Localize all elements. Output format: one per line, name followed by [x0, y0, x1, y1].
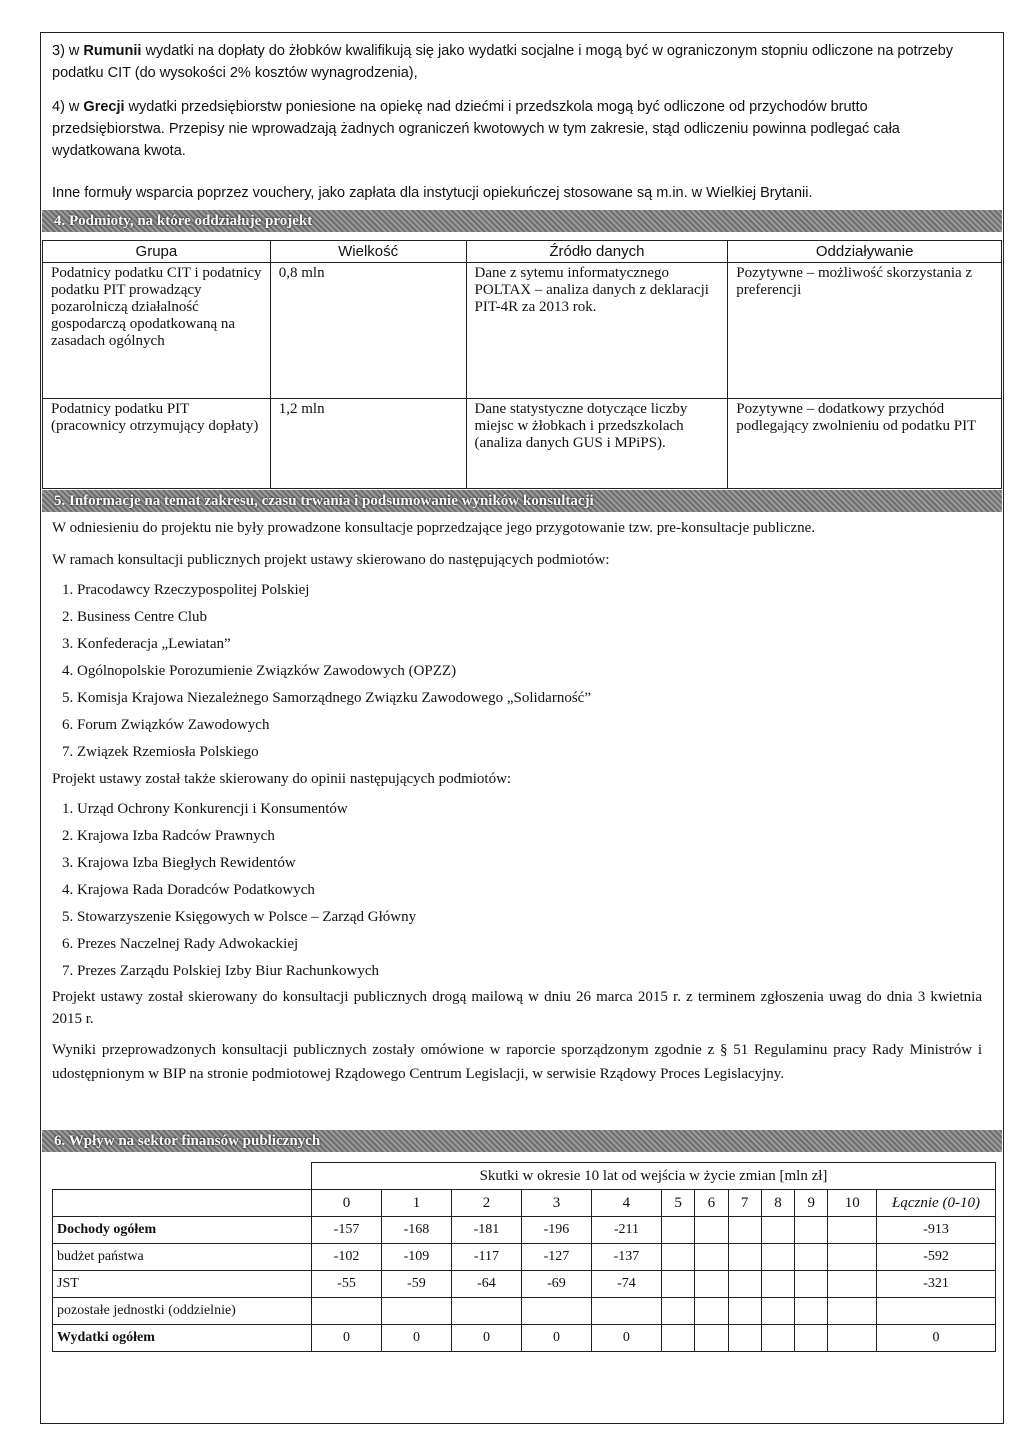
table-row [53, 1271, 996, 1298]
list-item: 3. Konfederacja „Lewiatan” [62, 636, 231, 652]
row-label: budżet państwa [53, 1244, 312, 1271]
value-cell [695, 1325, 728, 1352]
total-cell: 0 [877, 1325, 996, 1352]
table-header-row [43, 241, 1002, 263]
intro-p1-prefix: 3) w [52, 43, 84, 59]
value-cell [761, 1325, 794, 1352]
list-item: 2. Business Centre Club [62, 609, 207, 625]
opinion-list [52, 797, 982, 986]
year-header-1: 1 [381, 1190, 451, 1217]
total-cell: -321 [877, 1271, 996, 1298]
value-cell [761, 1298, 794, 1325]
value-cell [661, 1217, 694, 1244]
value-cell [451, 1298, 521, 1325]
section-5-title: 5. Informacje na temat zakresu, czasu trwania i podsumowanie wyników konsultacji [54, 493, 594, 509]
list-item: 1. Urząd Ochrony Konkurencji i Konsumentów [62, 801, 348, 817]
value-cell [728, 1217, 761, 1244]
value-cell: -69 [521, 1271, 591, 1298]
year-header-9: 9 [795, 1190, 828, 1217]
value-cell [661, 1244, 694, 1271]
cell-source: Dane z sytemu informatycznego POLTAX – analiza danych z deklaracji PIT-4R za 2013 rok. [466, 263, 728, 399]
table-row [43, 263, 1002, 399]
table-row [53, 1217, 996, 1244]
value-cell: 0 [521, 1325, 591, 1352]
consultation-date-note: Projekt ustawy został skierowany do konsultacji publicznych drogą mailową w dniu 26 marca 2015 r. z terminem zgłoszenia uwag do dnia 3 kwietnia 2015 r. [52, 989, 982, 1027]
section-4-header [42, 210, 1002, 232]
cell-source: Dane statystyczne dotyczące liczby miejsc w żłobkach i przedszkolach (analiza danych GUS i MPiPS). [466, 399, 728, 489]
value-cell [695, 1244, 728, 1271]
row-label: Dochody ogółem [53, 1217, 312, 1244]
value-cell: -168 [381, 1217, 451, 1244]
value-cell [728, 1298, 761, 1325]
year-header-4: 4 [591, 1190, 661, 1217]
consultation-list [52, 578, 982, 767]
value-cell [795, 1217, 828, 1244]
intro-p2-prefix: 4) w [52, 99, 84, 115]
value-cell [695, 1217, 728, 1244]
section-6-header [42, 1130, 1002, 1152]
value-cell [521, 1298, 591, 1325]
header-impact: Oddziaływanie [728, 241, 1002, 263]
cell-size: 1,2 mln [270, 399, 466, 489]
value-cell: 0 [381, 1325, 451, 1352]
value-cell: -211 [591, 1217, 661, 1244]
value-cell [761, 1271, 794, 1298]
cell-impact: Pozytywne – dodatkowy przychód podlegający zwolnieniu od podatku PIT [728, 399, 1002, 489]
public-finance-table [52, 1162, 996, 1352]
header-size: Wielkość [270, 241, 466, 263]
total-header: Łącznie (0-10) [877, 1190, 996, 1217]
year-header-10: 10 [828, 1190, 877, 1217]
value-cell [795, 1298, 828, 1325]
value-cell [761, 1244, 794, 1271]
table-caption: Skutki w okresie 10 lat od wejścia w życie zmian [mln zł] [312, 1163, 996, 1190]
value-cell: -55 [312, 1271, 382, 1298]
intro-p2-rest: wydatki przedsiębiorstw poniesione na opiekę nad dziećmi i przedszkola mogą być odliczone od przychodów brutto przedsiębiorstwa. Przepisy nie wprowadzają żadnych ograniczeń kwotowych w tym zakresie, stąd odliczeniu powinna podlegać cała wydatkowana kwota. [52, 99, 900, 159]
year-header-5: 5 [661, 1190, 694, 1217]
years-header-row [53, 1190, 996, 1217]
intro-paragraph-vouchers: Inne formuły wsparcia poprzez vouchery, jako zapłata dla instytucji opiekuńczej stosowane są m.in. w Wielkiej Brytanii. [52, 185, 813, 201]
value-cell [828, 1217, 877, 1244]
value-cell [381, 1298, 451, 1325]
value-cell [728, 1271, 761, 1298]
consultation-results-note: Wyniki przeprowadzonych konsultacji publicznych zostały omówione w raporcie sporządzonym zgodnie z § 51 Regulaminu pracy Rady Ministrów i udostępnionym w BIP na stronie podmiotowej Rządowego Centrum Legislacji, w serwisie Rządowy Proces Legislacyjny. [52, 1042, 982, 1082]
section-6-title: 6. Wpływ na sektor finansów publicznych [54, 1133, 321, 1149]
value-cell: 0 [312, 1325, 382, 1352]
value-cell: -59 [381, 1271, 451, 1298]
list-item: 6. Prezes Naczelnej Rady Adwokackiej [62, 936, 299, 952]
row-label: JST [53, 1271, 312, 1298]
value-cell: -64 [451, 1271, 521, 1298]
header-source: Źródło danych [466, 241, 728, 263]
year-header-2: 2 [451, 1190, 521, 1217]
year-header-0: 0 [312, 1190, 382, 1217]
year-header-7: 7 [728, 1190, 761, 1217]
row-label: pozostałe jednostki (oddzielnie) [53, 1298, 312, 1325]
value-cell: -117 [451, 1244, 521, 1271]
intro-paragraph-greece [52, 96, 982, 162]
total-cell: -592 [877, 1244, 996, 1271]
value-cell [728, 1325, 761, 1352]
list-item: 5. Komisja Krajowa Niezależnego Samorządnego Związku Zawodowego „Solidarność” [62, 690, 591, 706]
intro-p1-rest: wydatki na dopłaty do żłobków kwalifikują się jako wydatki socjalne i mogą być w ograniczonym stopniu odliczone na potrzeby podatku CIT (do wysokości 2% kosztów wynagrodzenia), [52, 43, 954, 81]
year-header-3: 3 [521, 1190, 591, 1217]
value-cell: -137 [591, 1244, 661, 1271]
intro-p2-bold: Grecji [83, 99, 125, 115]
list-item: 7. Prezes Zarządu Polskiej Izby Biur Rachunkowych [62, 963, 379, 979]
list-item: 5. Stowarzyszenie Księgowych w Polsce – Zarząd Główny [62, 909, 417, 925]
value-cell [695, 1271, 728, 1298]
list-item: 7. Związek Rzemiosła Polskiego [62, 744, 259, 760]
total-cell [877, 1298, 996, 1325]
value-cell [761, 1217, 794, 1244]
list-item: 3. Krajowa Izba Biegłych Rewidentów [62, 855, 296, 871]
value-cell [795, 1271, 828, 1298]
caption-row [53, 1163, 996, 1190]
value-cell [828, 1298, 877, 1325]
total-cell: -913 [877, 1217, 996, 1244]
list-item: 4. Krajowa Rada Doradców Podatkowych [62, 882, 315, 898]
value-cell [661, 1271, 694, 1298]
value-cell [661, 1298, 694, 1325]
section-5-header [42, 490, 1002, 512]
list-item: 2. Krajowa Izba Radców Prawnych [62, 828, 275, 844]
header-group: Grupa [43, 241, 271, 263]
cell-group: Podatnicy podatku CIT i podatnicy podatku PIT prowadzący pozarolniczą działalność gospodarczą opodatkowaną na zasadach ogólnych [43, 263, 271, 399]
value-cell [828, 1244, 877, 1271]
value-cell: -157 [312, 1217, 382, 1244]
value-cell [312, 1298, 382, 1325]
years-header-spacer [53, 1190, 312, 1217]
opinion-intro: Projekt ustawy został także skierowany do opinii następujących podmiotów: [52, 771, 512, 787]
value-cell [695, 1298, 728, 1325]
affected-groups-table [42, 240, 1002, 489]
value-cell [661, 1325, 694, 1352]
value-cell: -109 [381, 1244, 451, 1271]
value-cell [795, 1325, 828, 1352]
value-cell [828, 1271, 877, 1298]
value-cell: -196 [521, 1217, 591, 1244]
value-cell [728, 1244, 761, 1271]
value-cell: -74 [591, 1271, 661, 1298]
cell-size: 0,8 mln [270, 263, 466, 399]
cell-group: Podatnicy podatku PIT (pracownicy otrzymujący dopłaty) [43, 399, 271, 489]
value-cell: -127 [521, 1244, 591, 1271]
value-cell: -181 [451, 1217, 521, 1244]
section-4-title: 4. Podmioty, na które oddziałuje projekt [54, 213, 313, 229]
list-item: 1. Pracodawcy Rzeczypospolitej Polskiej [62, 582, 310, 598]
intro-paragraph-romania [52, 40, 982, 84]
row-label: Wydatki ogółem [53, 1325, 312, 1352]
value-cell [795, 1244, 828, 1271]
table-row [43, 399, 1002, 489]
table-row [53, 1298, 996, 1325]
year-header-6: 6 [695, 1190, 728, 1217]
value-cell: 0 [451, 1325, 521, 1352]
value-cell: 0 [591, 1325, 661, 1352]
consultation-intro: W ramach konsultacji publicznych projekt ustawy skierowano do następujących podmiotów: [52, 552, 610, 568]
consultation-note: W odniesieniu do projektu nie były prowadzone konsultacje poprzedzające jego przygotowanie tzw. pre-konsultacje publiczne. [52, 520, 816, 536]
table-row [53, 1325, 996, 1352]
table-row [53, 1244, 996, 1271]
list-item: 6. Forum Związków Zawodowych [62, 717, 270, 733]
value-cell [591, 1298, 661, 1325]
list-item: 4. Ogólnopolskie Porozumienie Związków Zawodowych (OPZZ) [62, 663, 457, 679]
year-header-8: 8 [761, 1190, 794, 1217]
intro-p1-bold: Rumunii [83, 43, 142, 59]
value-cell: -102 [312, 1244, 382, 1271]
caption-spacer [53, 1163, 312, 1190]
value-cell [828, 1325, 877, 1352]
section-5-body [52, 516, 982, 1086]
cell-impact: Pozytywne – możliwość skorzystania z preferencji [728, 263, 1002, 399]
